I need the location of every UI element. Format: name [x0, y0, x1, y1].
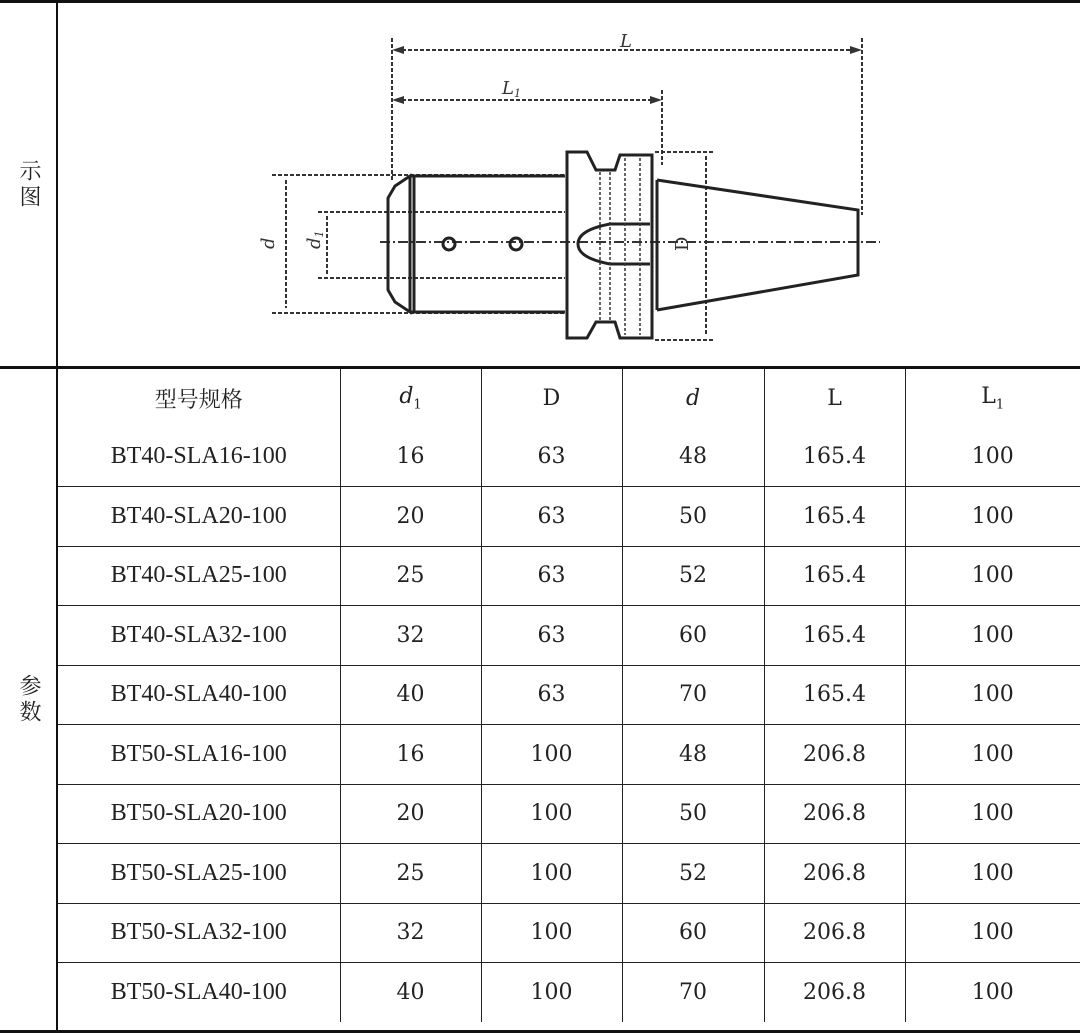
- cell-d: 50: [622, 487, 764, 547]
- cell-L1: 100: [905, 963, 1080, 1022]
- diagram-row-label: [0, 3, 56, 366]
- cell-D: 63: [481, 606, 622, 666]
- cell-d: 52: [622, 546, 764, 606]
- cell-d1: 32: [340, 606, 481, 666]
- cell-D: 100: [481, 725, 622, 785]
- cell-L1: 100: [905, 784, 1080, 844]
- cell-model: BT40-SLA25-100: [58, 546, 340, 606]
- cell-model: BT40-SLA16-100: [58, 428, 340, 487]
- table-row: [58, 606, 1080, 666]
- cell-d: 50: [622, 784, 764, 844]
- cell-L1: 100: [905, 546, 1080, 606]
- cell-L1: 100: [905, 903, 1080, 963]
- cell-D: 100: [481, 903, 622, 963]
- table-bottom-border: [0, 1030, 1080, 1033]
- cell-L1: 100: [905, 606, 1080, 666]
- cell-D: 100: [481, 963, 622, 1022]
- cell-model: BT50-SLA20-100: [58, 784, 340, 844]
- cell-d1: 32: [340, 903, 481, 963]
- cell-d: 48: [622, 428, 764, 487]
- cell-L: 165.4: [764, 546, 905, 606]
- table-row: [58, 487, 1080, 547]
- cell-L1: 100: [905, 844, 1080, 904]
- cell-L: 165.4: [764, 428, 905, 487]
- header-d1: $d_1$: [340, 369, 481, 428]
- label-L: L: [620, 31, 632, 52]
- cell-L: 165.4: [764, 665, 905, 725]
- table-row: [58, 428, 1080, 487]
- cell-d1: 25: [340, 546, 481, 606]
- cell-model: BT40-SLA40-100: [58, 665, 340, 725]
- cell-model: BT50-SLA25-100: [58, 844, 340, 904]
- cell-model: BT50-SLA32-100: [58, 903, 340, 963]
- diagram-row-label-text: 示图: [16, 158, 41, 211]
- cell-L1: 100: [905, 428, 1080, 487]
- cell-L: 206.8: [764, 963, 905, 1022]
- tool-holder-diagram: [58, 3, 1080, 366]
- cell-D: 100: [481, 784, 622, 844]
- parameters-table: [58, 369, 1080, 1022]
- label-D: D: [672, 236, 693, 251]
- cell-d1: 40: [340, 665, 481, 725]
- cell-model: BT50-SLA16-100: [58, 725, 340, 785]
- cell-L: 206.8: [764, 784, 905, 844]
- table-row: [58, 546, 1080, 606]
- table-row: [58, 963, 1080, 1022]
- label-L1: L1: [502, 78, 521, 100]
- cell-d1: 25: [340, 844, 481, 904]
- cell-D: 100: [481, 844, 622, 904]
- cell-d: 60: [622, 606, 764, 666]
- header-L: L: [764, 369, 905, 428]
- table-header-row: [58, 369, 1080, 428]
- cell-L: 165.4: [764, 487, 905, 547]
- cell-d: 52: [622, 844, 764, 904]
- table-row: [58, 784, 1080, 844]
- cell-L: 206.8: [764, 725, 905, 785]
- label-d1: d1: [304, 230, 326, 249]
- cell-L: 165.4: [764, 606, 905, 666]
- cell-model: BT40-SLA32-100: [58, 606, 340, 666]
- cell-d1: 16: [340, 428, 481, 487]
- params-row-label: [0, 369, 56, 1030]
- cell-model: BT50-SLA40-100: [58, 963, 340, 1022]
- cell-d: 48: [622, 725, 764, 785]
- cell-L: 206.8: [764, 844, 905, 904]
- dimension-L: [392, 38, 862, 215]
- table-row: [58, 903, 1080, 963]
- header-D: D: [481, 369, 622, 428]
- header-d: d: [622, 369, 764, 428]
- cell-L1: 100: [905, 665, 1080, 725]
- header-model: 型号规格: [58, 369, 340, 428]
- cell-D: 63: [481, 487, 622, 547]
- cell-d1: 40: [340, 963, 481, 1022]
- cell-d: 60: [622, 903, 764, 963]
- header-L1: $L_1$: [905, 369, 1080, 428]
- cell-D: 63: [481, 546, 622, 606]
- cell-d: 70: [622, 963, 764, 1022]
- table-row: [58, 844, 1080, 904]
- table-row: [58, 665, 1080, 725]
- cell-d1: 20: [340, 487, 481, 547]
- cell-d1: 20: [340, 784, 481, 844]
- cell-L: 206.8: [764, 903, 905, 963]
- params-row-label-text: 参数: [16, 673, 41, 726]
- cell-D: 63: [481, 428, 622, 487]
- label-d: d: [258, 237, 279, 249]
- cell-D: 63: [481, 665, 622, 725]
- cell-L1: 100: [905, 487, 1080, 547]
- cell-d: 70: [622, 665, 764, 725]
- cell-model: BT40-SLA20-100: [58, 487, 340, 547]
- cell-d1: 16: [340, 725, 481, 785]
- table-row: [58, 725, 1080, 785]
- cell-L1: 100: [905, 725, 1080, 785]
